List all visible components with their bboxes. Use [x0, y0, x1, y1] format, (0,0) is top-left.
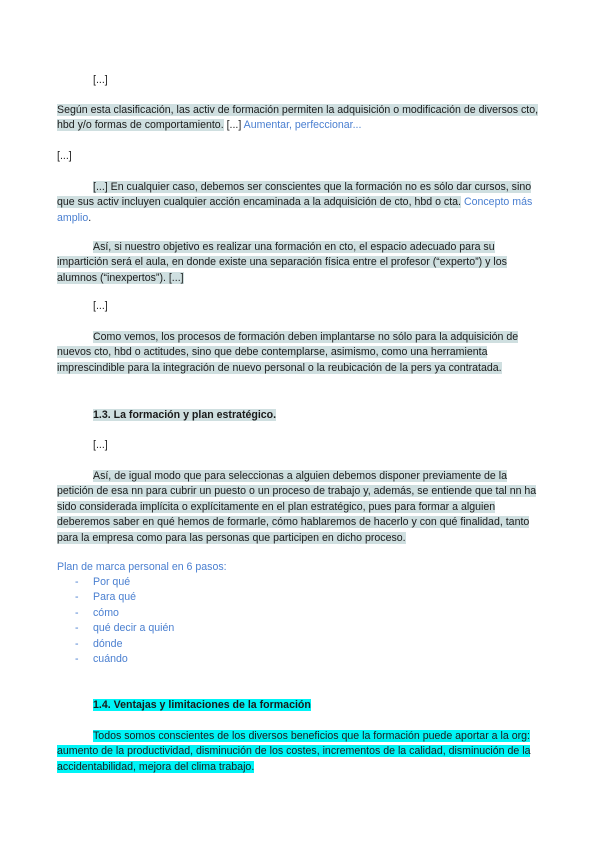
plan-steps-list: [57, 575, 543, 667]
list-item: - Por qué: [57, 575, 543, 590]
paragraph-ellipsis-3: [...]: [93, 300, 108, 312]
paragraph-ellipsis-4: [...]: [93, 439, 108, 451]
list-item: - cuándo: [57, 652, 543, 667]
paragraph-ellipsis-1: [...]: [93, 74, 108, 86]
list-item: - dónde: [57, 637, 543, 652]
highlighted-text: Según esta clasificación, las activ de formación permiten la adquisición o modificación de diversos cto, hbd y/o formas de comportamiento.: [57, 104, 539, 132]
highlighted-text: Todos somos conscientes de los diversos beneficios que la formación puede aportar a la org: aumento de la productividad, disminución de los costes, incrementos de la calidad, disminución de la accidentabilidad, mejora del clima trabajo.: [57, 730, 531, 773]
list-item: - qué decir a quién: [57, 621, 543, 636]
paragraph-classification: Según esta clasificación, las activ de formación permiten la adquisición o modificación de diversos cto, hbd y/o formas de comportamiento. [...] Aumentar, perfeccionar...: [57, 104, 539, 132]
highlighted-text: Así, de igual modo que para seleccionas a alguien debemos disponer previamente de la petición de esa nn para cubrir un puesto o un proceso de trabajo y, además, se entiende que tal nn ha sido considerada implícita o explícitamente en el plan estratégico, pues para formar a alguien deberemos saber en qué hemos de formarle, cómo hablaremos de hacerlo y con qué finalidad, tanto para la empresa como para las personas que participen en dicho proceso.: [57, 470, 537, 544]
highlighted-text: [...] En cualquier caso, debemos ser conscientes que la formación no es sólo dar cursos, sino que sus activ incluyen cualquier acción encaminada a la adquisición de cto, hbd o cta.: [57, 181, 532, 209]
plan-title: Plan de marca personal en 6 pasos:: [57, 561, 227, 573]
margin-note: Concepto más amplio: [57, 196, 533, 224]
section-heading-1-4: 1.4. Ventajas y limitaciones de la formación: [93, 699, 311, 711]
margin-note: Aumentar, perfeccionar...: [243, 119, 362, 132]
paragraph-benefits: [57, 729, 543, 775]
section-heading-1-3: 1.3. La formación y plan estratégico.: [93, 409, 277, 421]
list-item: - cómo: [57, 606, 543, 621]
highlighted-text: Así, si nuestro objetivo es realizar una formación en cto, el espacio adecuado para su impartición será el aula, en donde existe una separación física entre el profesor (“experto”) y los alumnos (“inexpertos”). [...]: [57, 241, 507, 284]
paragraph-ellipsis-2: [...]: [57, 150, 72, 162]
list-item: - Para qué: [57, 590, 543, 605]
paragraph-classroom: [57, 240, 543, 286]
paragraph-formation-scope: [...] En cualquier caso, debemos ser conscientes que la formación no es sólo dar cursos, sino que sus activ incluyen cualquier acción encaminada a la adquisición de cto, hbd o cta. Concepto más amplio.: [57, 181, 533, 224]
highlighted-text: Como vemos, los procesos de formación deben implantarse no sólo para la adquisición de nuevos cto, hbd o actitudes, sino que debe contemplarse, asimismo, como una herramienta imprescindible para la integración de nuevo personal o la reubicación de la pers ya contratada.: [57, 331, 519, 374]
paragraph-strategic-plan: [57, 469, 543, 546]
paragraph-processes: [57, 330, 543, 376]
